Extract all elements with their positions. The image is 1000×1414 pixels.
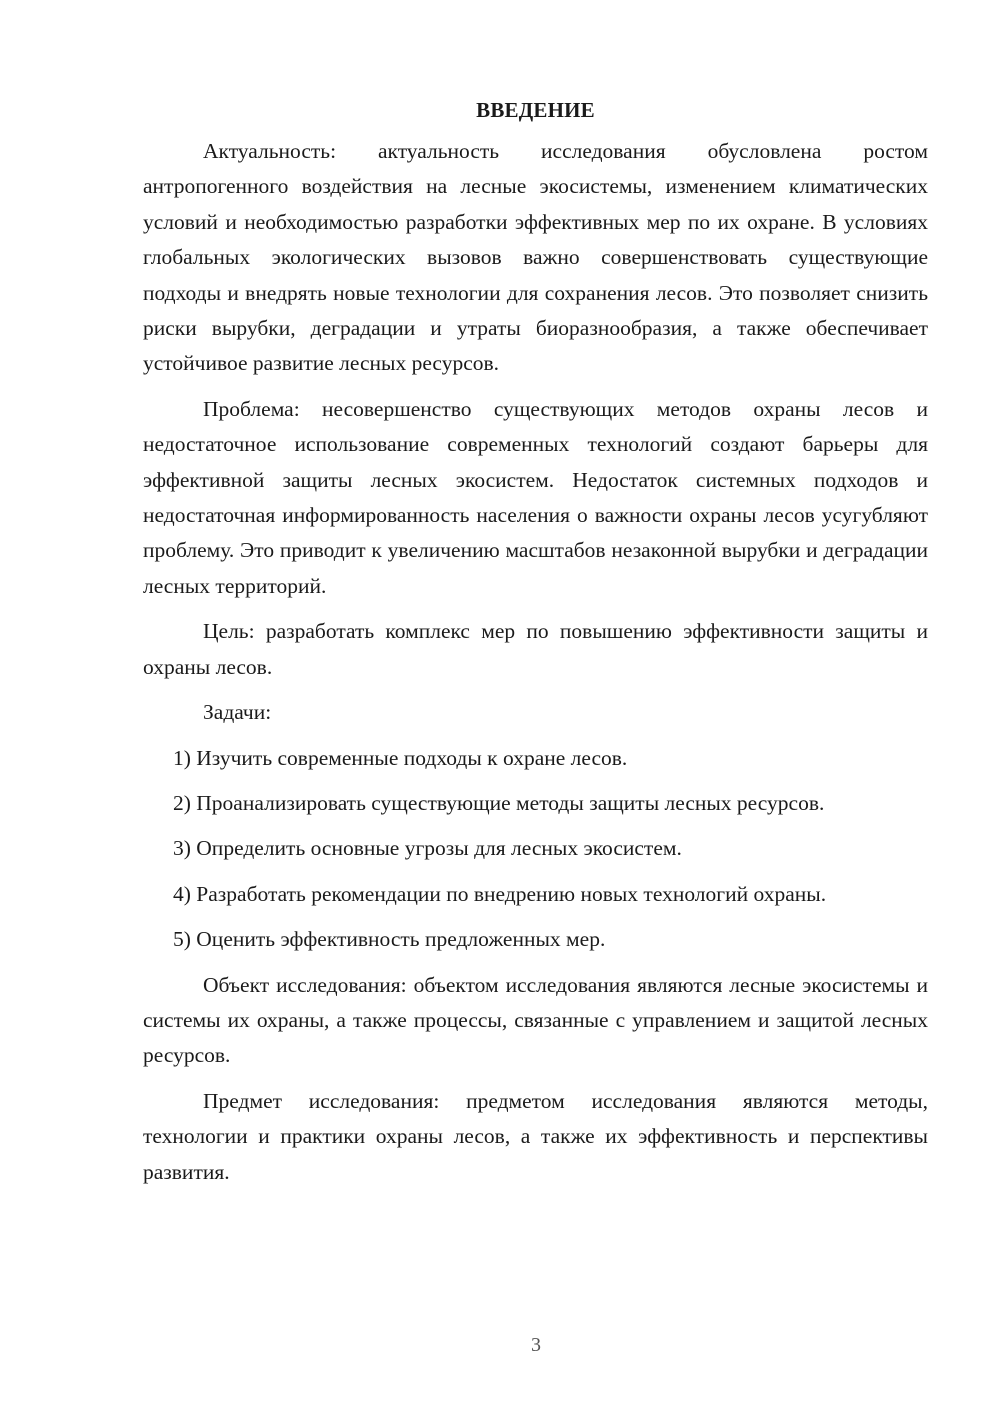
task-item-4: 4) Разработать рекомендации по внедрению новых технологий охраны. xyxy=(173,881,827,906)
relevance-paragraph: Актуальность: актуальность исследования обусловлена ростом антропогенного воздействия на лесные экосистемы, изменением климатических условий и необходимостью разработки эффективных мер по их охране. В условиях глобальных экологических вызовов важно совершенствовать существующие подходы и внедрять новые технологии для сохранения лесов. Это позволяет снизить риски вырубки, деградации и утраты биоразнообразия, а также обеспечивает устойчивое развитие лесных ресурсов. xyxy=(143,139,928,376)
task-item-3: 3) Определить основные угрозы для лесных экосистем. xyxy=(173,836,682,861)
problem-paragraph: Проблема: несовершенство существующих методов охраны лесов и недостаточное использование современных технологий создают барьеры для эффективной защиты лесных экосистем. Недостаток системных подходов и недостаточная информированность населения о важности охраны лесов усугубляют проблему. Это приводит к увеличению масштабов незаконной вырубки и деградации лесных территорий. xyxy=(143,396,928,598)
task-item-5: 5) Оценить эффективность предложенных мер. xyxy=(173,927,606,952)
tasks-label: Задачи: xyxy=(203,700,272,725)
document-body xyxy=(143,92,928,1200)
page-title: ВВЕДЕНИЕ xyxy=(476,98,595,122)
task-item-1: 1) Изучить современные подходы к охране лесов. xyxy=(173,745,628,770)
subject-paragraph: Предмет исследования: предметом исследования являются методы, технологии и практики охраны лесов, а также их эффективность и перспективы развития. xyxy=(143,1088,928,1184)
task-item-2: 2) Проанализировать существующие методы защиты лесных ресурсов. xyxy=(173,790,825,815)
object-paragraph: Объект исследования: объектом исследования являются лесные экосистемы и системы их охраны, а также процессы, связанные с управлением и защитой лесных ресурсов. xyxy=(143,972,928,1068)
goal-paragraph: Цель: разработать комплекс мер по повышению эффективности защиты и охраны лесов. xyxy=(143,619,928,679)
page-number: 3 xyxy=(531,1334,541,1356)
